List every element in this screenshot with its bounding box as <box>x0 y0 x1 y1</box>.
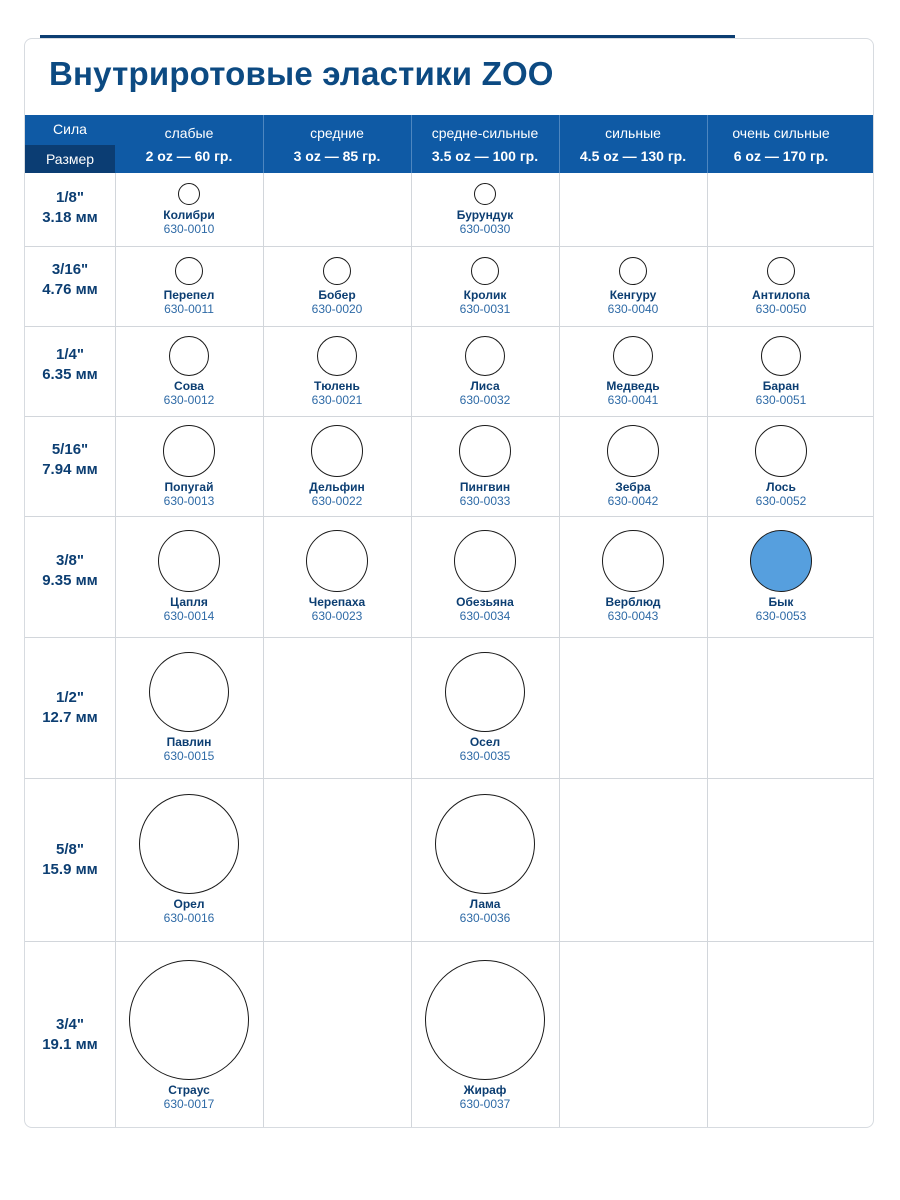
row-size-label <box>25 260 115 300</box>
row-size-label <box>25 1015 115 1055</box>
product-code: 630-0015 <box>163 749 215 763</box>
elastic-ring-icon <box>169 336 209 376</box>
product-code: 630-0012 <box>163 392 215 407</box>
product-code: 630-0032 <box>459 392 511 407</box>
product-code: 630-0042 <box>607 493 659 508</box>
elastic-cell <box>559 425 707 508</box>
product-code: 630-0040 <box>607 301 659 316</box>
strength-force: 2 oz — 60 гр. <box>145 148 233 164</box>
product-code: 630-0037 <box>459 1096 511 1111</box>
header-col-1 <box>263 115 411 173</box>
elastic-cell <box>115 960 263 1111</box>
elastic-cell <box>263 530 411 623</box>
product-code: 630-0021 <box>311 392 363 407</box>
size-mm: 4.76 мм <box>42 281 98 298</box>
strength-name: слабые <box>164 125 214 141</box>
elastic-ring-icon <box>425 960 545 1080</box>
product-code: 630-0013 <box>163 493 215 508</box>
animal-name: Бурундук <box>456 208 514 222</box>
animal-name: Сова <box>174 378 204 393</box>
size-inch: 5/8" <box>56 840 84 858</box>
size-inch: 1/8" <box>56 188 84 206</box>
animal-name: Дельфин <box>309 479 365 494</box>
elastic-cell <box>707 530 855 623</box>
product-code: 630-0033 <box>459 493 511 508</box>
elastic-cell <box>115 652 263 763</box>
elastic-cell <box>707 336 855 407</box>
animal-name: Перепел <box>163 287 215 302</box>
animal-name: Кенгуру <box>609 287 657 302</box>
elastic-ring-icon <box>767 257 795 285</box>
product-code: 630-0050 <box>755 301 807 316</box>
strength-name: средне-сильные <box>431 125 539 141</box>
row-size-label <box>25 440 115 480</box>
elastic-ring-icon <box>471 257 499 285</box>
size-inch: 3/8" <box>56 551 84 569</box>
product-code: 630-0031 <box>459 301 511 316</box>
elastic-cell <box>411 336 559 407</box>
product-code: 630-0020 <box>311 301 363 316</box>
elastics-table-card <box>24 38 874 1128</box>
product-code: 630-0030 <box>459 222 511 236</box>
elastic-cell <box>115 794 263 925</box>
product-code: 630-0041 <box>607 392 659 407</box>
elastic-ring-icon <box>163 425 215 477</box>
animal-name: Баран <box>762 378 800 393</box>
elastic-cell <box>263 336 411 407</box>
elastic-ring-icon <box>474 183 496 205</box>
row-size-label <box>25 188 115 228</box>
elastic-cell <box>559 336 707 407</box>
header-separator <box>263 115 264 173</box>
size-inch: 1/2" <box>56 688 84 706</box>
animal-name: Обезьяна <box>456 595 514 609</box>
size-inch: 1/4" <box>56 346 84 363</box>
row-size-label <box>25 688 115 728</box>
elastic-cell <box>263 425 411 508</box>
size-header-label: Размер <box>25 145 115 173</box>
grid-vline <box>707 173 708 1128</box>
product-code: 630-0023 <box>311 609 363 623</box>
product-code: 630-0017 <box>163 1096 215 1111</box>
animal-name: Колибри <box>163 208 215 222</box>
elastic-ring-icon <box>465 336 505 376</box>
size-mm: 7.94 мм <box>42 461 98 478</box>
product-code: 630-0051 <box>755 392 807 407</box>
strength-name: средние <box>310 125 364 141</box>
row-size-label <box>25 840 115 880</box>
elastic-ring-icon <box>454 530 516 592</box>
elastic-cell <box>411 183 559 236</box>
elastic-cell <box>115 336 263 407</box>
elastic-cell <box>115 183 263 236</box>
size-mm: 9.35 мм <box>42 571 98 589</box>
header-col-0 <box>115 115 263 173</box>
product-code: 630-0035 <box>459 749 511 763</box>
animal-name: Страус <box>168 1082 210 1097</box>
elastic-cell <box>411 425 559 508</box>
animal-name: Лама <box>469 897 501 911</box>
elastic-ring-icon <box>750 530 812 592</box>
product-code: 630-0052 <box>755 493 807 508</box>
animal-name: Антилопа <box>752 287 810 302</box>
elastic-cell <box>411 530 559 623</box>
page-title: Внутриротовые эластики ZOO <box>49 55 554 92</box>
size-inch: 5/16" <box>51 441 89 458</box>
product-code: 630-0043 <box>607 609 659 623</box>
elastic-ring-icon <box>435 794 535 894</box>
elastic-cell <box>115 530 263 623</box>
strength-header-label: Сила <box>53 121 87 137</box>
animal-name: Медведь <box>606 378 660 393</box>
elastic-ring-icon <box>619 257 647 285</box>
size-mm: 15.9 мм <box>42 860 98 878</box>
elastic-cell <box>411 960 559 1111</box>
animal-name: Попугай <box>164 479 214 494</box>
animal-name: Лось <box>766 479 796 494</box>
grid-hline <box>25 941 874 942</box>
grid-hline <box>25 416 874 417</box>
product-code: 630-0014 <box>163 609 215 623</box>
grid-hline <box>25 778 874 779</box>
elastic-cell <box>263 257 411 316</box>
elastic-cell <box>115 257 263 316</box>
size-mm: 6.35 мм <box>42 366 98 383</box>
grid-hline <box>25 326 874 327</box>
animal-name: Цапля <box>170 595 208 609</box>
elastic-ring-icon <box>149 652 229 732</box>
animal-name: Орел <box>173 897 205 911</box>
animal-name: Верблюд <box>605 595 661 609</box>
elastic-cell <box>115 425 263 508</box>
grid-vline <box>263 173 264 1128</box>
size-mm: 12.7 мм <box>42 708 98 726</box>
animal-name: Осел <box>469 735 501 749</box>
elastic-cell <box>707 257 855 316</box>
elastic-cell <box>411 257 559 316</box>
elastic-cell <box>559 530 707 623</box>
elastic-ring-icon <box>306 530 368 592</box>
header-separator <box>707 115 708 173</box>
elastic-ring-icon <box>129 960 249 1080</box>
elastic-ring-icon <box>607 425 659 477</box>
elastic-ring-icon <box>323 257 351 285</box>
size-mm: 19.1 мм <box>42 1036 98 1053</box>
row-size-label <box>25 551 115 591</box>
elastic-ring-icon <box>317 336 357 376</box>
animal-name: Бык <box>768 595 794 609</box>
strength-force: 4.5 oz — 130 гр. <box>579 148 687 164</box>
elastic-ring-icon <box>178 183 200 205</box>
grid-hline <box>25 637 874 638</box>
elastic-ring-icon <box>613 336 653 376</box>
product-code: 630-0016 <box>163 911 215 925</box>
animal-name: Лиса <box>470 378 500 393</box>
strength-force: 3 oz — 85 гр. <box>293 148 381 164</box>
animal-name: Бобер <box>318 287 356 302</box>
animal-name: Черепаха <box>308 595 366 609</box>
elastic-cell <box>411 652 559 763</box>
grid-hline <box>25 246 874 247</box>
elastic-cell <box>707 425 855 508</box>
animal-name: Павлин <box>166 735 212 749</box>
elastic-ring-icon <box>139 794 239 894</box>
header-col-4 <box>707 115 855 173</box>
header-col-3 <box>559 115 707 173</box>
elastic-ring-icon <box>445 652 525 732</box>
animal-name: Кролик <box>463 287 507 302</box>
elastic-cell <box>411 794 559 925</box>
strength-force: 6 oz — 170 гр. <box>733 148 829 164</box>
product-code: 630-0022 <box>311 493 363 508</box>
strength-name: сильные <box>605 125 661 141</box>
elastic-ring-icon <box>459 425 511 477</box>
elastic-ring-icon <box>761 336 801 376</box>
elastic-cell <box>559 257 707 316</box>
elastic-ring-icon <box>755 425 807 477</box>
elastic-ring-icon <box>175 257 203 285</box>
elastic-ring-icon <box>602 530 664 592</box>
elastic-ring-icon <box>158 530 220 592</box>
header-col-2 <box>411 115 559 173</box>
product-code: 630-0010 <box>163 222 215 236</box>
size-mm: 3.18 мм <box>42 208 98 226</box>
strength-force: 3.5 oz — 100 гр. <box>431 148 539 164</box>
strength-name: очень сильные <box>732 125 830 141</box>
header-separator <box>559 115 560 173</box>
table-header <box>25 115 874 173</box>
grid-hline <box>25 516 874 517</box>
product-code: 630-0036 <box>459 911 511 925</box>
product-code: 630-0034 <box>459 609 511 623</box>
size-inch: 3/4" <box>56 1016 84 1033</box>
row-size-label <box>25 345 115 385</box>
animal-name: Тюлень <box>314 378 360 393</box>
animal-name: Пингвин <box>459 479 511 494</box>
header-separator <box>411 115 412 173</box>
grid-vline <box>559 173 560 1128</box>
size-inch: 3/16" <box>51 261 89 278</box>
product-code: 630-0053 <box>755 609 807 623</box>
animal-name: Зебра <box>615 479 651 494</box>
elastic-ring-icon <box>311 425 363 477</box>
animal-name: Жираф <box>463 1082 507 1097</box>
product-code: 630-0011 <box>164 301 214 316</box>
